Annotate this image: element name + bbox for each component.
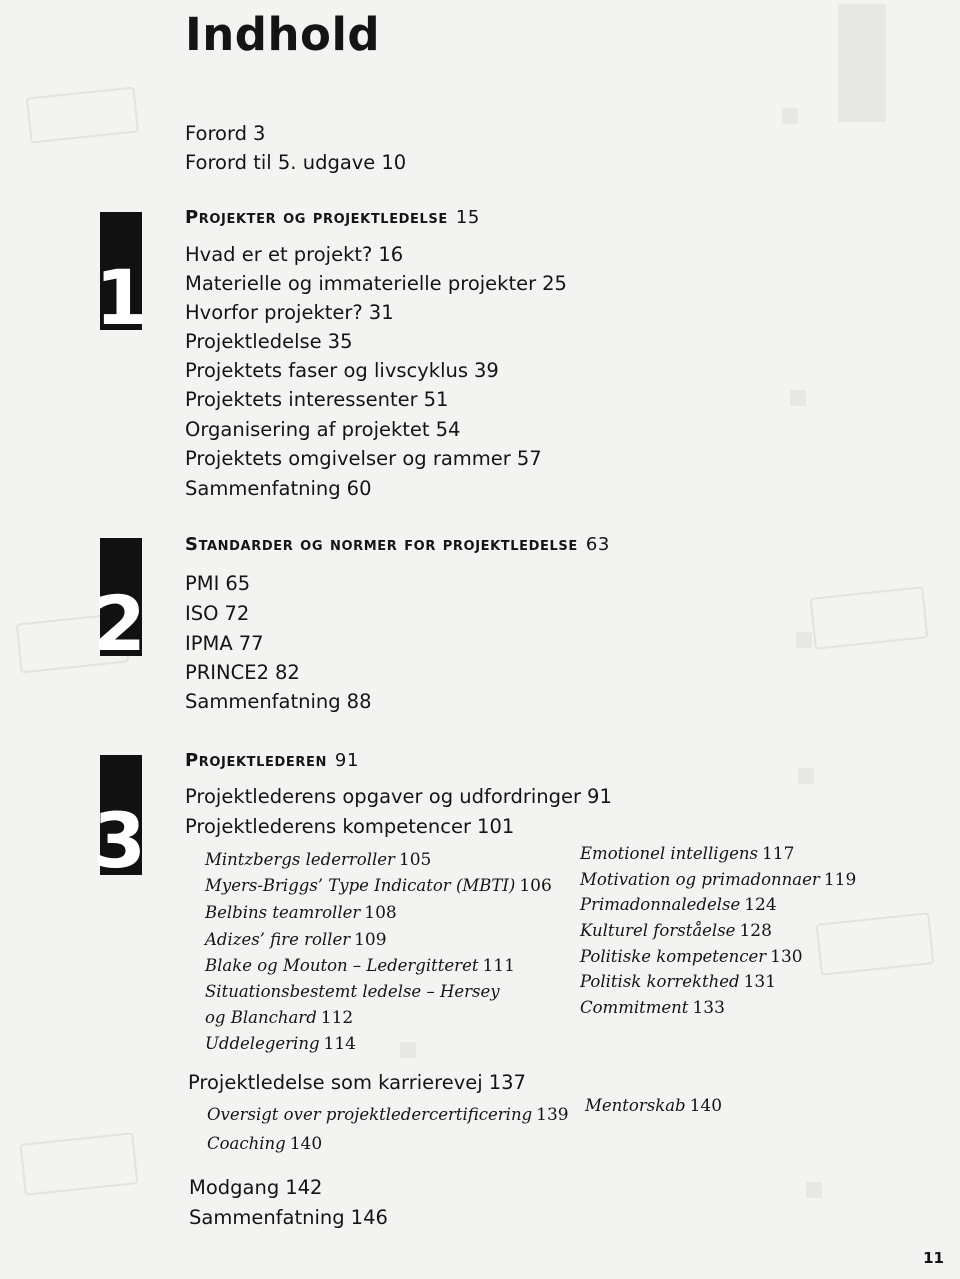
toc-subentry [580,844,794,864]
toc-entry [189,1176,322,1199]
toc-entry-page: 35 [327,330,353,353]
toc-subentry [580,972,776,992]
toc-entry-text: Projektlederens opgaver og udfordringer [185,785,582,808]
toc-entry-page: 60 [346,477,372,500]
toc-subentry-page: 117 [761,844,795,864]
toc-subentry-page: 128 [739,921,772,941]
chapter-heading-text: Projektlederen [185,750,327,771]
toc-entry-page: 54 [435,418,461,441]
toc-entry-text: Projektets interessenter [185,388,418,411]
toc-entry [189,1206,388,1229]
toc-entry [185,388,448,411]
chapter-heading-text: Projekter og projektledelse [185,207,448,228]
toc-entry-text: PMI [185,572,220,595]
toc-entry [188,1071,526,1094]
show-through-square [806,1182,822,1198]
toc-subentry [205,876,552,896]
toc-entry-page: 25 [542,272,567,295]
toc-entry [185,572,250,595]
toc-subentry [580,947,803,967]
toc-subentry [205,930,387,950]
toc-subentry [580,870,856,890]
toc-entry-text: Forord [185,122,248,145]
toc-entry-text: PRINCE2 [185,661,269,684]
toc-entry-text: Sammenfatning [189,1206,345,1229]
toc-subentry-page: 140 [289,1134,323,1154]
toc-entry-page: 10 [381,151,407,174]
chapter-heading [185,207,480,228]
toc-entry [185,447,542,470]
toc-subentry [205,850,431,870]
toc-subentry-text: Uddelegering [205,1034,320,1053]
toc-subentry [580,998,725,1018]
toc-entry-text: Projektets omgivelser og rammer [185,447,511,470]
toc-entry [185,243,403,266]
toc-entry [185,301,394,324]
toc-entry [185,661,300,684]
toc-subentry-text: Politiske kompetencer [580,947,767,966]
toc-subentry-text: Mintzbergs lederroller [205,850,395,869]
chapter-number: 1 [95,253,148,342]
toc-subentry-page: 139 [536,1105,569,1125]
toc-subentry-text: Kulturel forståelse [580,921,736,940]
show-through-square [400,1042,416,1058]
chapter-heading-page: 91 [334,750,360,771]
show-through-square [790,390,806,406]
chapter-number: 2 [93,579,146,668]
toc-subentry-page: 109 [354,930,387,950]
toc-subentry [207,1105,569,1125]
chapter-heading-page: 15 [455,207,480,228]
show-through-square [798,768,814,784]
toc-entry [185,272,567,295]
toc-subentry [205,903,397,923]
toc-subentry-text: Coaching [207,1134,286,1153]
toc-subentry [580,895,777,915]
chapter-heading-text: Standarder og normer for projektledelse [185,534,578,555]
toc-subentry-page: 131 [743,972,777,992]
chapter-heading-page: 63 [585,534,610,555]
toc-subentry-text: Blake og Mouton – Ledergitteret [205,956,479,975]
toc-subentry-text: Belbins teamroller [205,903,361,922]
toc-entry-text: Modgang [189,1176,280,1199]
page-title: Indhold [185,8,381,61]
toc-entry-text: Projektets faser og livscyklus [185,359,469,382]
toc-entry-page: 101 [477,815,515,838]
toc-subentry-page: 106 [519,876,552,896]
toc-entry-page: 16 [378,243,404,266]
toc-entry [185,418,460,441]
toc-entry-page: 77 [238,632,264,655]
toc-subentry-page: 108 [364,903,397,923]
toc-entry-page: 137 [488,1071,526,1094]
toc-subentry [205,1008,353,1028]
toc-entry-text: Projektledelse [185,330,322,353]
toc-entry [185,122,265,145]
toc-entry-page: 39 [474,359,499,382]
toc-subentry-page: 119 [823,870,857,890]
toc-subentry-page: 140 [689,1096,723,1116]
toc-entry-page: 57 [516,447,542,470]
toc-subentry-text: Oversigt over projektledercertificering [207,1105,533,1124]
toc-entry-page: 72 [224,602,250,625]
toc-entry-page: 142 [285,1176,323,1199]
toc-subentry-page: 124 [744,895,777,915]
toc-subentry-page: 114 [323,1034,356,1054]
toc-entry [185,151,406,174]
toc-subentry-page: 112 [320,1008,354,1028]
toc-entry [185,785,612,808]
toc-subentry-text: Myers-Briggs’ Type Indicator (MBTI) [205,876,516,895]
page-number: 11 [923,1249,944,1267]
toc-entry-text: Materielle og immaterielle projekter [185,272,537,295]
toc-entry-page: 91 [587,785,612,808]
toc-subentry-text: Commitment [580,998,689,1017]
toc-subentry [205,956,515,976]
toc-subentry [585,1096,722,1116]
toc-subentry-text: Primadonnaledelse [580,895,741,914]
toc-subentry [205,982,500,1001]
toc-entry-page: 31 [368,301,394,324]
toc-entry [185,690,371,713]
toc-entry-page: 65 [225,572,251,595]
toc-entry-text: Hvad er et projekt? [185,243,373,266]
toc-entry-page: 146 [350,1206,388,1229]
toc-entry-text: Organisering af projektet [185,418,430,441]
show-through-sign [810,586,929,650]
show-through-sign [816,912,935,976]
chapter-number: 3 [93,796,146,885]
toc-entry-text: Sammenfatning [185,477,341,500]
toc-subentry-page: 130 [770,947,803,967]
show-through-square [782,108,798,124]
toc-subentry-text: Adizes’ fire roller [205,930,351,949]
toc-subentry-page: 105 [398,850,432,870]
toc-entry-page: 51 [423,388,449,411]
toc-entry-text: Sammenfatning [185,690,341,713]
toc-subentry-page: 133 [692,998,725,1018]
toc-subentry-page: 111 [482,956,515,976]
toc-entry-page: 88 [346,690,372,713]
toc-subentry [580,921,772,941]
toc-subentry-text: Mentorskab [585,1096,686,1115]
toc-entry [185,477,371,500]
toc-entry [185,330,352,353]
toc-entry [185,359,499,382]
toc-entry [185,602,249,625]
show-through-sign [26,86,139,143]
toc-entry-text: Projektlederens kompetencer [185,815,472,838]
toc-entry-page: 82 [275,661,300,684]
chapter-heading [185,750,359,771]
toc-entry [185,632,264,655]
toc-subentry-text: Emotionel intelligens [580,844,758,863]
toc-subentry-text: og Blanchard [205,1008,317,1027]
show-through-sign [20,1132,139,1196]
toc-subentry-text: Motivation og primadonnaer [580,870,820,889]
toc-subentry [207,1134,322,1154]
toc-entry-text: IPMA [185,632,233,655]
chapter-heading [185,534,610,555]
toc-entry-text: Forord til 5. udgave [185,151,376,174]
toc-subentry-text: Politisk korrekthed [580,972,740,991]
show-through-square [796,632,812,648]
toc-subentry [205,1034,356,1054]
toc-subentry-text: Situationsbestemt ledelse – Hersey [205,982,500,1001]
toc-entry-text: Hvorfor projekter? [185,301,363,324]
toc-entry-text: Projektledelse som karrierevej [188,1071,483,1094]
toc-entry-page: 3 [253,122,266,145]
show-through-tab [838,4,886,122]
toc-entry-text: ISO [185,602,219,625]
toc-entry [185,815,514,838]
